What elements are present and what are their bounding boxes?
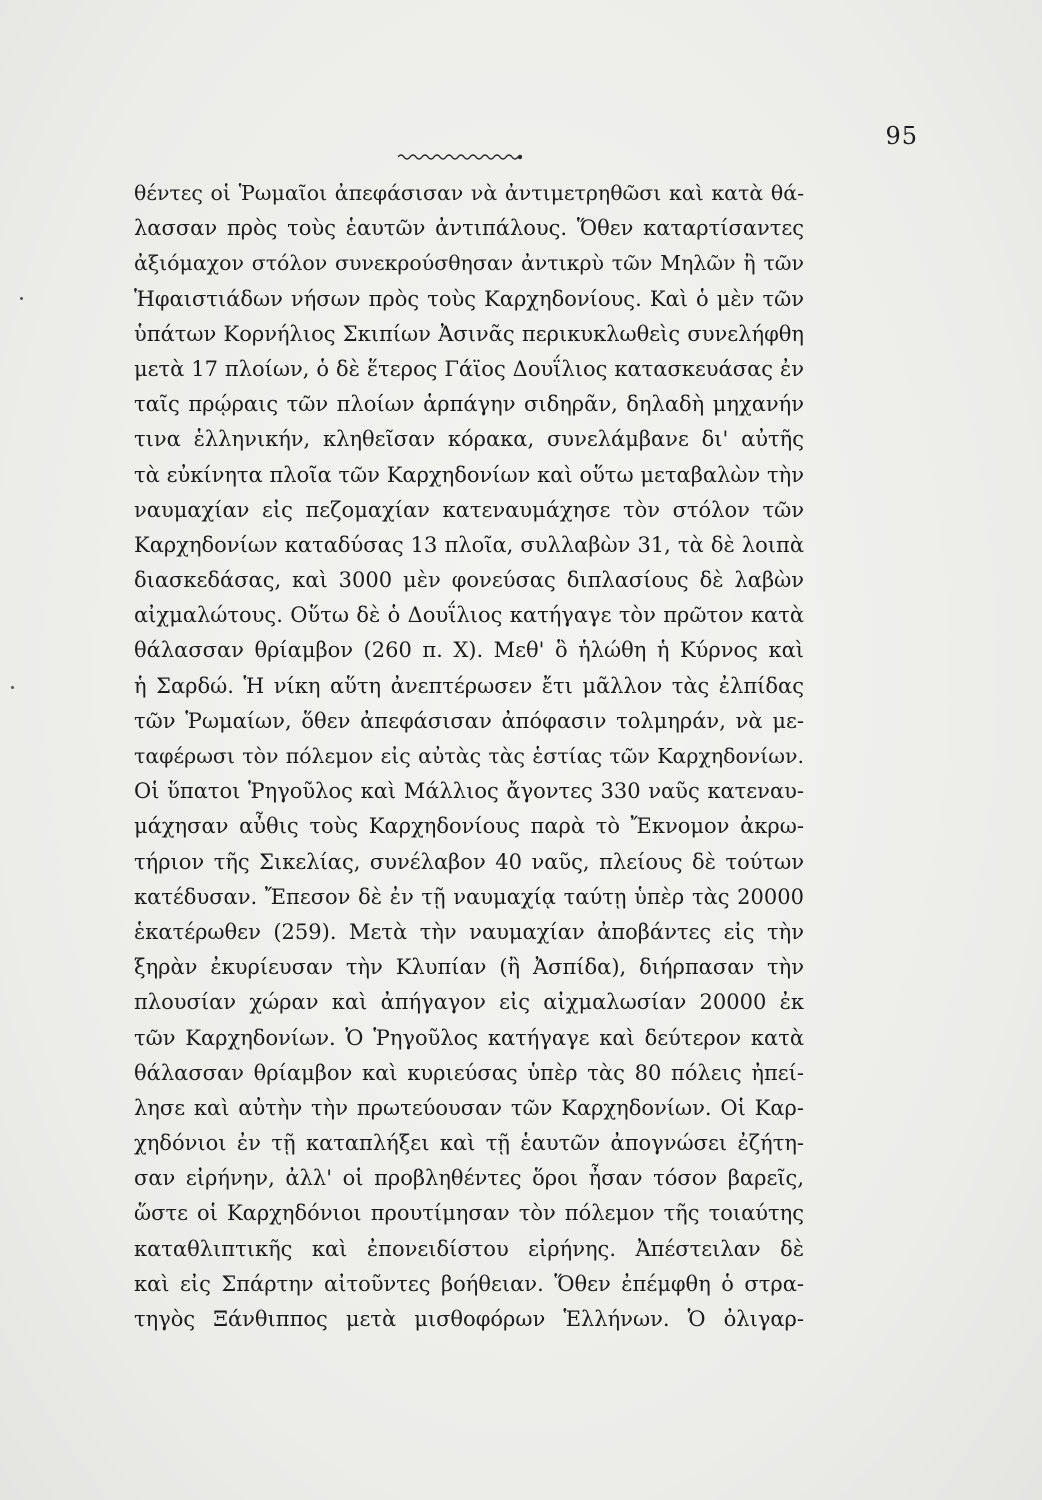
text-line: λασσαν πρὸς τοὺς ἑαυτῶν ἀντιπάλους. Ὅθεν καταρτίσαντες	[134, 216, 804, 241]
ink-speck	[11, 686, 14, 689]
text-line: πλουσίαν χώραν καὶ ἀπήγαγον εἰς αἰχμαλωσίαν 20000 ἐκ	[134, 990, 804, 1015]
text-line: ταῖς πρῴραις τῶν πλοίων ἁρπάγην σιδηρᾶν, δηλαδὴ μηχανήν	[134, 392, 804, 417]
text-line: τινα ἑλληνικήν, κληθεῖσαν κόρακα, συνελάμβανε δι' αὐτῆς	[134, 427, 804, 452]
text-line: ναυμαχίαν εἰς πεζομαχίαν κατεναυμάχησε τὸν στόλον τῶν	[134, 497, 804, 522]
text-line: τὰ εὐκίνητα πλοῖα τῶν Καρχηδονίων καὶ οὕτω μεταβαλὼν τὴν	[134, 462, 804, 487]
text-line: μετὰ 17 πλοίων, ὁ δὲ ἕτερος Γάϊος Δουΐλιος κατασκευάσας ἐν	[134, 356, 804, 381]
text-line: ξηρὰν ἐκυρίευσαν τὴν Κλυπίαν (ἢ Ἀσπίδα), διήρπασαν τὴν	[134, 955, 804, 980]
text-line: θάλασσαν θρίαμβον (260 π. Χ). Μεθ' ὃ ἡλώθη ἡ Κύρνος καὶ	[134, 638, 804, 663]
text-line: λησε καὶ αὐτὴν τὴν πρωτεύουσαν τῶν Καρχηδονίων. Οἱ Καρ-	[134, 1095, 804, 1120]
text-line: Οἱ ὕπατοι Ῥηγοῦλος καὶ Μάλλιος ἄγοντες 330 ναῦς κατεναυ-	[134, 779, 804, 804]
body-text	[134, 176, 804, 1337]
ink-speck	[20, 297, 23, 300]
text-line: Καρχηδονίων καταδύσας 13 πλοῖα, συλλαβὼν 31, τὰ δὲ λοιπὰ	[134, 532, 804, 557]
text-line: θέντες οἱ Ῥωμαῖοι ἀπεφάσισαν νὰ ἀντιμετρηθῶσι καὶ κατὰ θά-	[134, 181, 804, 205]
text-line: ὑπάτων Κορνήλιος Σκιπίων Ἀσινᾶς περικυκλωθεὶς συνελήφθη	[134, 321, 804, 346]
text-line: θάλασσαν θρίαμβον καὶ κυριεύσας ὑπὲρ τὰς 80 πόλεις ἠπεί-	[134, 1060, 804, 1085]
text-line: σαν εἰρήνην, ἀλλ' οἱ προβληθέντες ὅροι ἦσαν τόσον βαρεῖς,	[134, 1166, 804, 1191]
text-line: μάχησαν αὖθις τοὺς Καρχηδονίους παρὰ τὸ Ἔκνομον ἀκρω-	[134, 814, 804, 839]
text-line: αἰχμαλώτους. Οὕτω δὲ ὁ Δουΐλιος κατήγαγε τὸν πρῶτον κατὰ	[134, 603, 804, 628]
text-line: ἡ Σαρδώ. Ἡ νίκη αὕτη ἀνεπτέρωσεν ἔτι μᾶλλον τὰς ἐλπίδας	[134, 673, 804, 698]
text-line: ἀξιόμαχον στόλον συνεκρούσθησαν ἀντικρὺ τῶν Μηλῶν ἢ τῶν	[134, 251, 804, 276]
text-line: τῶν Καρχηδονίων. Ὁ Ῥηγοῦλος κατήγαγε καὶ δεύτερον κατὰ	[134, 1025, 804, 1050]
text-line: τήριον τῆς Σικελίας, συνέλαβον 40 ναῦς, πλείους δὲ τούτων	[134, 849, 804, 874]
text-line: διασκεδάσας, καὶ 3000 μὲν φονεύσας διπλασίους δὲ λαβὼν	[134, 568, 804, 593]
text-line: ἑκατέρωθεν (259). Μετὰ τὴν ναυμαχίαν ἀποβάντες εἰς τὴν	[134, 919, 804, 944]
text-line: καὶ εἰς Σπάρτην αἰτοῦντες βοήθειαν. Ὅθεν ἐπέμφθη ὁ στρα-	[134, 1271, 804, 1296]
text-line: χηδόνιοι ἐν τῇ καταπλήξει καὶ τῇ ἑαυτῶν ἀπογνώσει ἐζήτη-	[134, 1131, 804, 1156]
text-line: τηγὸς Ξάνθιππος μετὰ μισθοφόρων Ἑλλήνων. Ὁ ὀλιγαρ-	[134, 1307, 804, 1331]
text-line: Ἡφαιστιάδων νήσων πρὸς τοὺς Καρχηδονίους. Καὶ ὁ μὲν τῶν	[134, 286, 804, 311]
text-line: ταφέρωσι τὸν πόλεμον εἰς αὐτὰς τὰς ἑστίας τῶν Καρχηδονίων.	[134, 744, 804, 768]
text-line: ὥστε οἱ Καρχηδόνιοι προυτίμησαν τὸν πόλεμον τῆς τοιαύτης	[134, 1201, 804, 1226]
text-line: κατέδυσαν. Ἔπεσον δὲ ἐν τῇ ναυμαχίᾳ ταύτῃ ὑπὲρ τὰς 20000	[134, 884, 804, 909]
text-line: καταθλιπτικῆς καὶ ἐπονειδίστου εἰρήνης. Ἀπέστειλαν δὲ	[134, 1236, 804, 1261]
text-line: τῶν Ῥωμαίων, ὅθεν ἀπεφάσισαν ἀπόφασιν τολμηράν, νὰ με-	[134, 708, 804, 733]
wavy-rule-ornament	[398, 152, 522, 162]
page-number: 95	[885, 122, 918, 150]
